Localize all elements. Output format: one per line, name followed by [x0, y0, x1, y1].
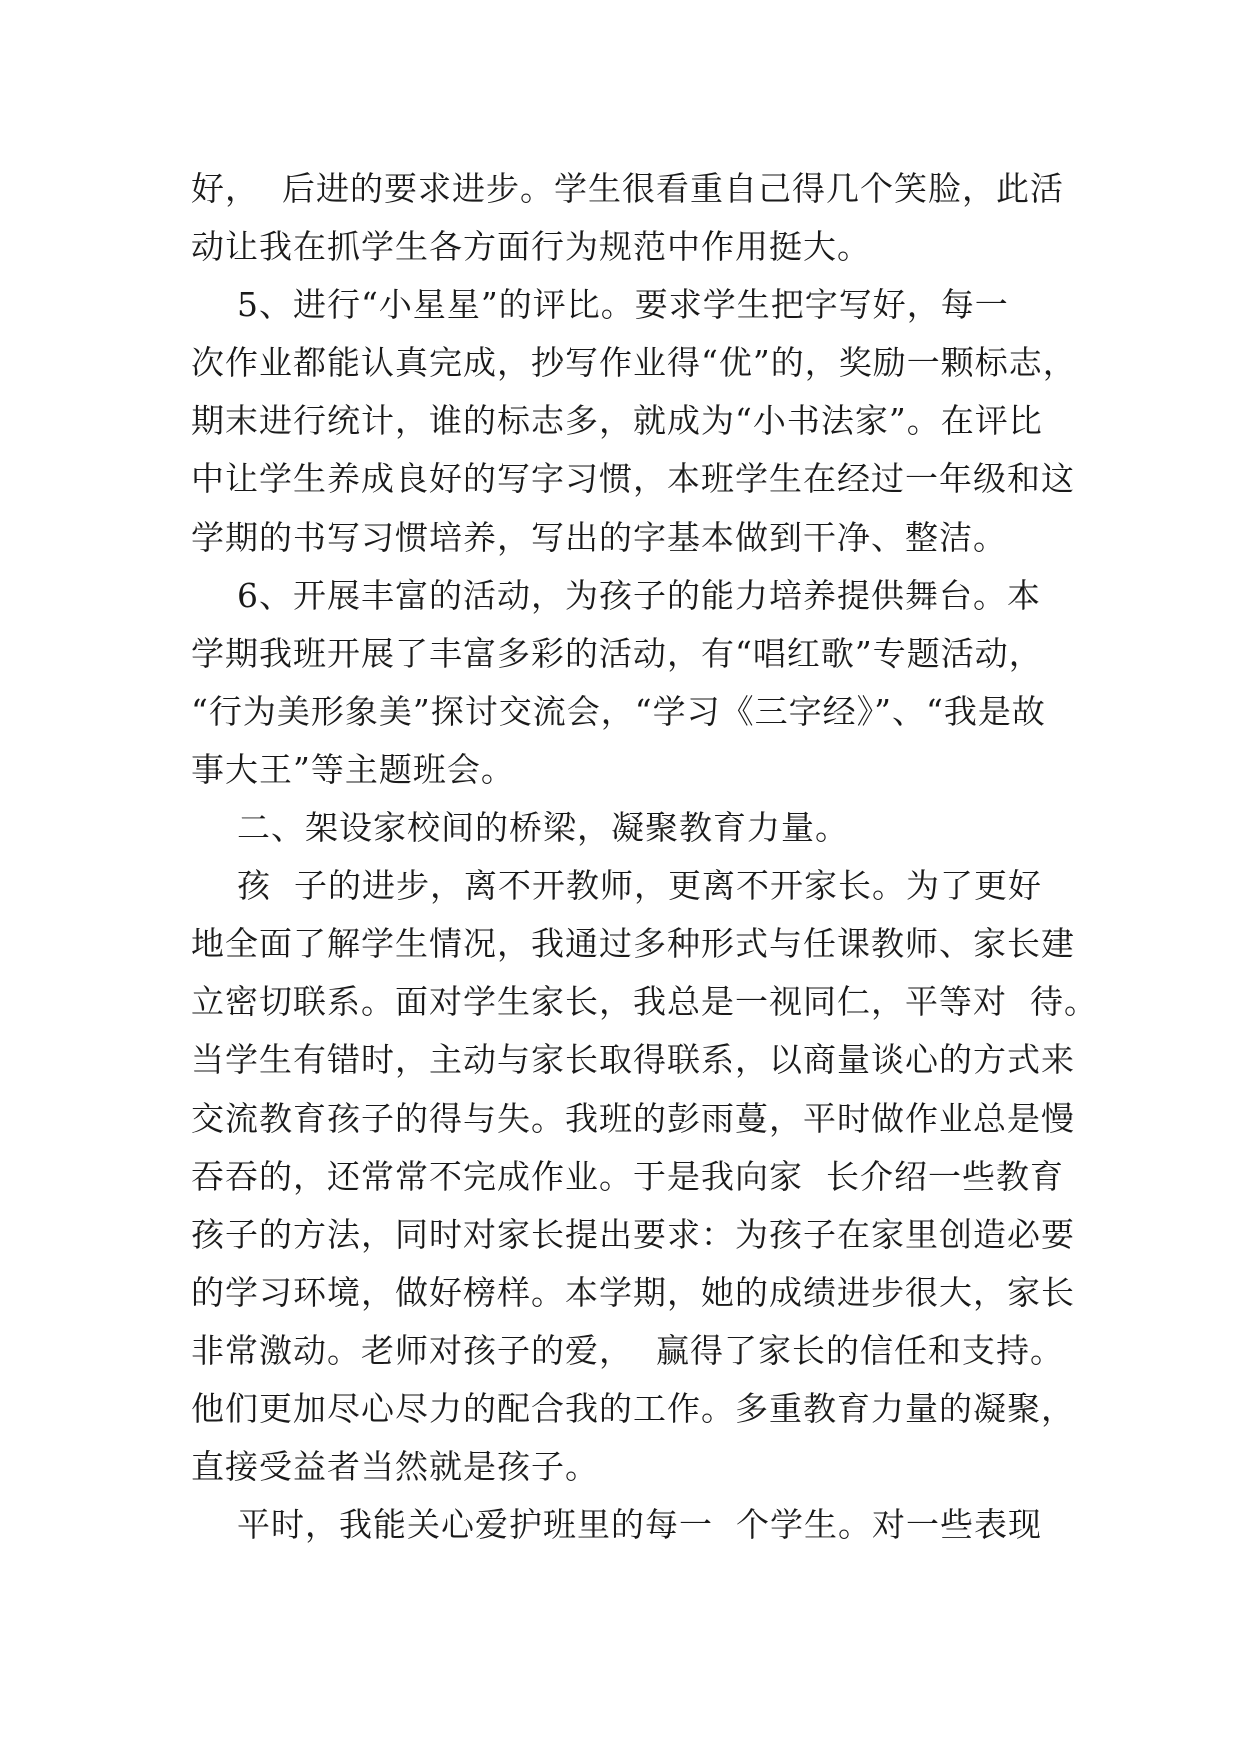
text-line: 当学生有错时，主动与家长取得联系，以商量谈心的方式来: [191, 1040, 1075, 1080]
text-line: “行为美形象美”探讨交流会，“学习《三字经》”、“我是故: [191, 691, 1046, 731]
text-line: 次作业都能认真完成，抄写作业得“优”的，奖励一颗标志，: [191, 343, 1077, 383]
text-line: 孩子的方法，同时对家长提出要求：为孩子在家里创造必要: [191, 1214, 1075, 1254]
text-line: 地全面了解学生情况，我通过多种形式与任课教师、家长建: [191, 924, 1075, 964]
text-line: 6、开展丰富的活动，为孩子的能力培养提供舞台。本: [191, 575, 1041, 615]
text-line: 事大王”等主题班会。: [191, 749, 515, 789]
text-line: 好， 后进的要求进步。学生很看重自己得几个笑脸，此活: [191, 169, 1064, 208]
text-line: 5、进行“小星星”的评比。要求学生把字写好，每一: [191, 285, 1009, 325]
text-line: 期末进行统计，谁的标志多，就成为“小书法家”。在评比: [191, 401, 1043, 441]
body-text: [191, 160, 1098, 1554]
text-line: 动让我在抓学生各方面行为规范中作用挺大。: [191, 227, 871, 267]
text-line: 学期我班开展了丰富多彩的活动，有“唱红歌”专题活动，: [191, 633, 1043, 673]
text-line: 中让学生养成良好的写字习惯，本班学生在经过一年级和这: [191, 459, 1075, 499]
text-line: 立密切联系。面对学生家长，我总是一视同仁，平等对 待。: [191, 982, 1098, 1022]
text-line: 的学习环境，做好榜样。本学期，她的成绩进步很大，家长: [191, 1272, 1075, 1312]
text-line: 非常激动。老师对孩子的爱， 赢得了家长的信任和支持。: [191, 1330, 1064, 1370]
text-line: 他们更加尽心尽力的配合我的工作。多重教育力量的凝聚，: [191, 1388, 1075, 1428]
text-line: 吞吞的，还常常不完成作业。于是我向家 长介绍一些教育: [191, 1156, 1064, 1196]
text-line: 交流教育孩子的得与失。我班的彭雨蔓，平时做作业总是慢: [191, 1098, 1075, 1138]
text-line: 学期的书写习惯培养，写出的字基本做到干净、整洁。: [191, 517, 1007, 557]
text-line: 平时，我能关心爱护班里的每一 个学生。对一些表现: [191, 1505, 1042, 1545]
text-line: 直接受益者当然就是孩子。: [191, 1447, 599, 1487]
section-heading: 二、架设家校间的桥梁，凝聚教育力量。: [191, 808, 849, 848]
text-line: 孩 子的进步，离不开教师，更离不开家长。为了更好: [191, 866, 1042, 906]
